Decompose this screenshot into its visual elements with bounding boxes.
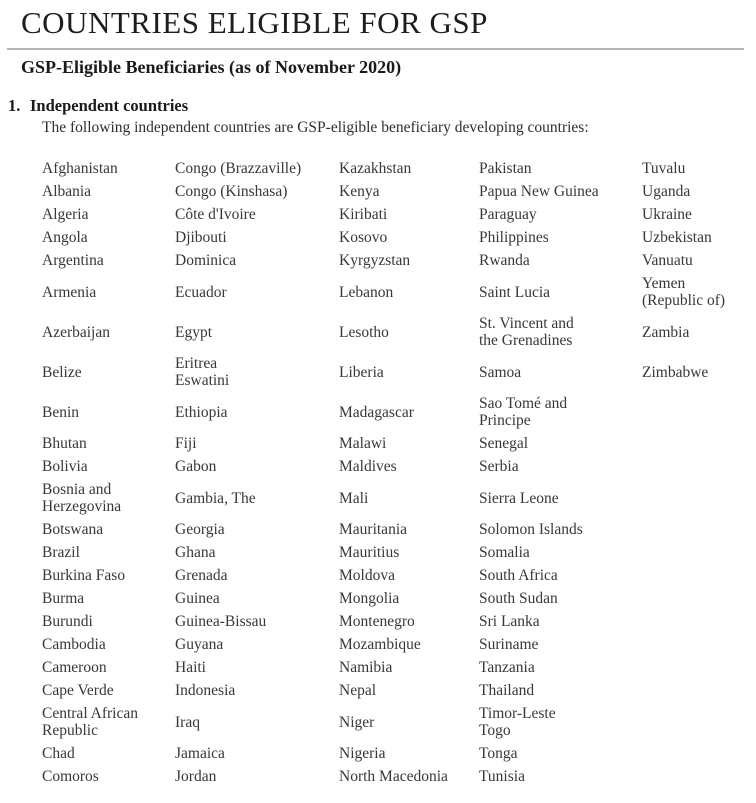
country-cell: Lebanon [339, 283, 394, 301]
country-cell: South Africa [479, 567, 558, 585]
country-cell: Maldives [339, 458, 397, 476]
country-cell: Mali [339, 489, 369, 507]
country-cell: Malawi [339, 435, 387, 453]
countries-table-body [42, 157, 748, 788]
country-cell: Cameroon [42, 659, 107, 677]
country-cell: Serbia [479, 458, 519, 476]
country-cell: Belize [42, 363, 82, 381]
country-cell: Ukraine [642, 206, 692, 224]
country-cell: Tunisia [479, 768, 525, 786]
country-cell: Kazakhstan [339, 160, 412, 178]
country-cell: Timor-Leste Togo [479, 705, 556, 740]
country-cell: Burma [42, 590, 85, 608]
table-row [42, 702, 748, 742]
section-heading [8, 96, 756, 116]
country-cell: Bosnia and Herzegovina [42, 481, 122, 516]
country-cell: Yemen (Republic of) [642, 275, 726, 310]
country-cell: Jordan [175, 768, 217, 786]
country-cell [642, 765, 748, 788]
table-row [42, 587, 748, 610]
country-cell: Uganda [642, 183, 691, 201]
country-cell: Ethiopia [175, 403, 228, 421]
table-row [42, 633, 748, 656]
section-heading-label: Independent countries [30, 96, 189, 116]
country-cell: Bhutan [42, 435, 87, 453]
country-cell: Kyrgyzstan [339, 252, 411, 270]
section-number: 1. [8, 96, 21, 116]
country-cell: Uzbekistan [642, 229, 712, 247]
table-row [42, 541, 748, 564]
country-cell: Sri Lanka [479, 613, 540, 631]
table-row [42, 272, 748, 312]
country-cell: Moldova [339, 567, 395, 585]
country-cell: Burundi [42, 613, 93, 631]
table-row [42, 352, 748, 392]
country-cell: Tuvalu [642, 160, 686, 178]
table-row [42, 455, 748, 478]
country-cell: Kosovo [339, 229, 388, 247]
country-cell: Bolivia [42, 458, 88, 476]
country-cell: Eritrea Eswatini [175, 355, 230, 390]
country-cell: Tanzania [479, 659, 535, 677]
country-cell [642, 432, 748, 455]
country-cell: Côte d'Ivoire [175, 206, 256, 224]
country-cell: Vanuatu [642, 252, 693, 270]
country-cell: Pakistan [479, 160, 532, 178]
country-cell: Comoros [42, 768, 99, 786]
country-cell: Mauritius [339, 544, 400, 562]
country-cell [642, 455, 748, 478]
country-cell: Sao Tomé and Principe [479, 395, 568, 430]
country-cell: Zimbabwe [642, 363, 709, 381]
country-cell: Philippines [479, 229, 549, 247]
country-cell: Mauritania [339, 521, 408, 539]
table-row [42, 392, 748, 432]
country-cell: South Sudan [479, 590, 558, 608]
country-cell [642, 610, 748, 633]
country-cell [642, 541, 748, 564]
table-row [42, 564, 748, 587]
country-cell: Afghanistan [42, 160, 118, 178]
country-cell: Sierra Leone [479, 489, 559, 507]
country-cell: Congo (Brazzaville) [175, 160, 302, 178]
table-row [42, 656, 748, 679]
table-row [42, 679, 748, 702]
country-cell [642, 518, 748, 541]
country-cell: Mozambique [339, 636, 421, 654]
country-cell: Kiribati [339, 206, 388, 224]
title-divider [7, 48, 744, 50]
country-cell [642, 742, 748, 765]
country-cell [642, 564, 748, 587]
table-row [42, 742, 748, 765]
table-row [42, 312, 748, 352]
country-cell: Central African Republic [42, 705, 138, 740]
country-cell: Liberia [339, 363, 384, 381]
country-cell: Jamaica [175, 745, 225, 763]
country-cell: Guinea-Bissau [175, 613, 267, 631]
country-cell: Madagascar [339, 403, 414, 421]
table-row [42, 478, 748, 518]
country-cell: Kenya [339, 183, 380, 201]
country-cell: Ecuador [175, 283, 227, 301]
table-row [42, 180, 748, 203]
country-cell: Burkina Faso [42, 567, 126, 585]
country-cell: Samoa [479, 363, 522, 381]
section-intro: The following independent countries are GSP-eligible beneficiary developing countries: [42, 119, 589, 137]
country-cell: Montenegro [339, 613, 415, 631]
country-cell: Lesotho [339, 323, 389, 341]
subtitle: GSP-Eligible Beneficiaries (as of November 2020) [21, 57, 402, 78]
country-cell: Georgia [175, 521, 225, 539]
country-cell: Angola [42, 229, 88, 247]
country-cell: Cape Verde [42, 682, 114, 700]
table-row [42, 610, 748, 633]
country-cell [642, 392, 748, 432]
country-cell: Fiji [175, 435, 197, 453]
country-cell: Senegal [479, 435, 529, 453]
country-cell: St. Vincent and the Grenadines [479, 315, 574, 350]
country-cell: Argentina [42, 252, 104, 270]
country-cell: Djibouti [175, 229, 227, 247]
country-cell: Haiti [175, 659, 206, 677]
country-cell: Gabon [175, 458, 217, 476]
country-cell: North Macedonia [339, 768, 448, 786]
country-cell: Zambia [642, 323, 690, 341]
country-cell: Rwanda [479, 252, 530, 270]
country-cell: Nigeria [339, 745, 386, 763]
country-cell: Saint Lucia [479, 283, 551, 301]
country-cell: Papua New Guinea [479, 183, 599, 201]
country-cell: Egypt [175, 323, 213, 341]
table-row [42, 249, 748, 272]
country-cell [642, 633, 748, 656]
country-cell: Mongolia [339, 590, 400, 608]
table-row [42, 203, 748, 226]
table-row [42, 765, 748, 788]
country-cell: Ghana [175, 544, 216, 562]
table-row [42, 432, 748, 455]
country-cell: Nepal [339, 682, 377, 700]
country-cell: Brazil [42, 544, 80, 562]
country-cell: Algeria [42, 206, 89, 224]
country-cell: Indonesia [175, 682, 236, 700]
country-cell [642, 587, 748, 610]
country-cell: Congo (Kinshasa) [175, 183, 288, 201]
country-cell: Guinea [175, 590, 220, 608]
table-row [42, 226, 748, 249]
country-cell: Niger [339, 713, 375, 731]
countries-table [42, 157, 748, 788]
country-cell: Solomon Islands [479, 521, 583, 539]
country-cell: Gambia, The [175, 489, 256, 507]
country-cell [642, 656, 748, 679]
country-cell [642, 679, 748, 702]
country-cell: Botswana [42, 521, 104, 539]
country-cell: Suriname [479, 636, 539, 654]
country-cell: Benin [42, 403, 80, 421]
country-cell: Dominica [175, 252, 237, 270]
country-cell: Chad [42, 745, 75, 763]
country-cell: Armenia [42, 283, 97, 301]
country-cell: Guyana [175, 636, 224, 654]
country-cell: Iraq [175, 713, 200, 731]
country-cell: Namibia [339, 659, 393, 677]
country-cell [642, 702, 748, 742]
country-cell: Grenada [175, 567, 228, 585]
country-cell: Somalia [479, 544, 530, 562]
table-row [42, 518, 748, 541]
country-cell: Tonga [479, 745, 518, 763]
country-cell [642, 478, 748, 518]
country-cell: Cambodia [42, 636, 106, 654]
country-cell: Paraguay [479, 206, 537, 224]
country-cell: Albania [42, 183, 92, 201]
country-cell: Azerbaijan [42, 323, 110, 341]
country-cell: Thailand [479, 682, 535, 700]
page-title: COUNTRIES ELIGIBLE FOR GSP [21, 5, 488, 40]
table-row [42, 157, 748, 180]
